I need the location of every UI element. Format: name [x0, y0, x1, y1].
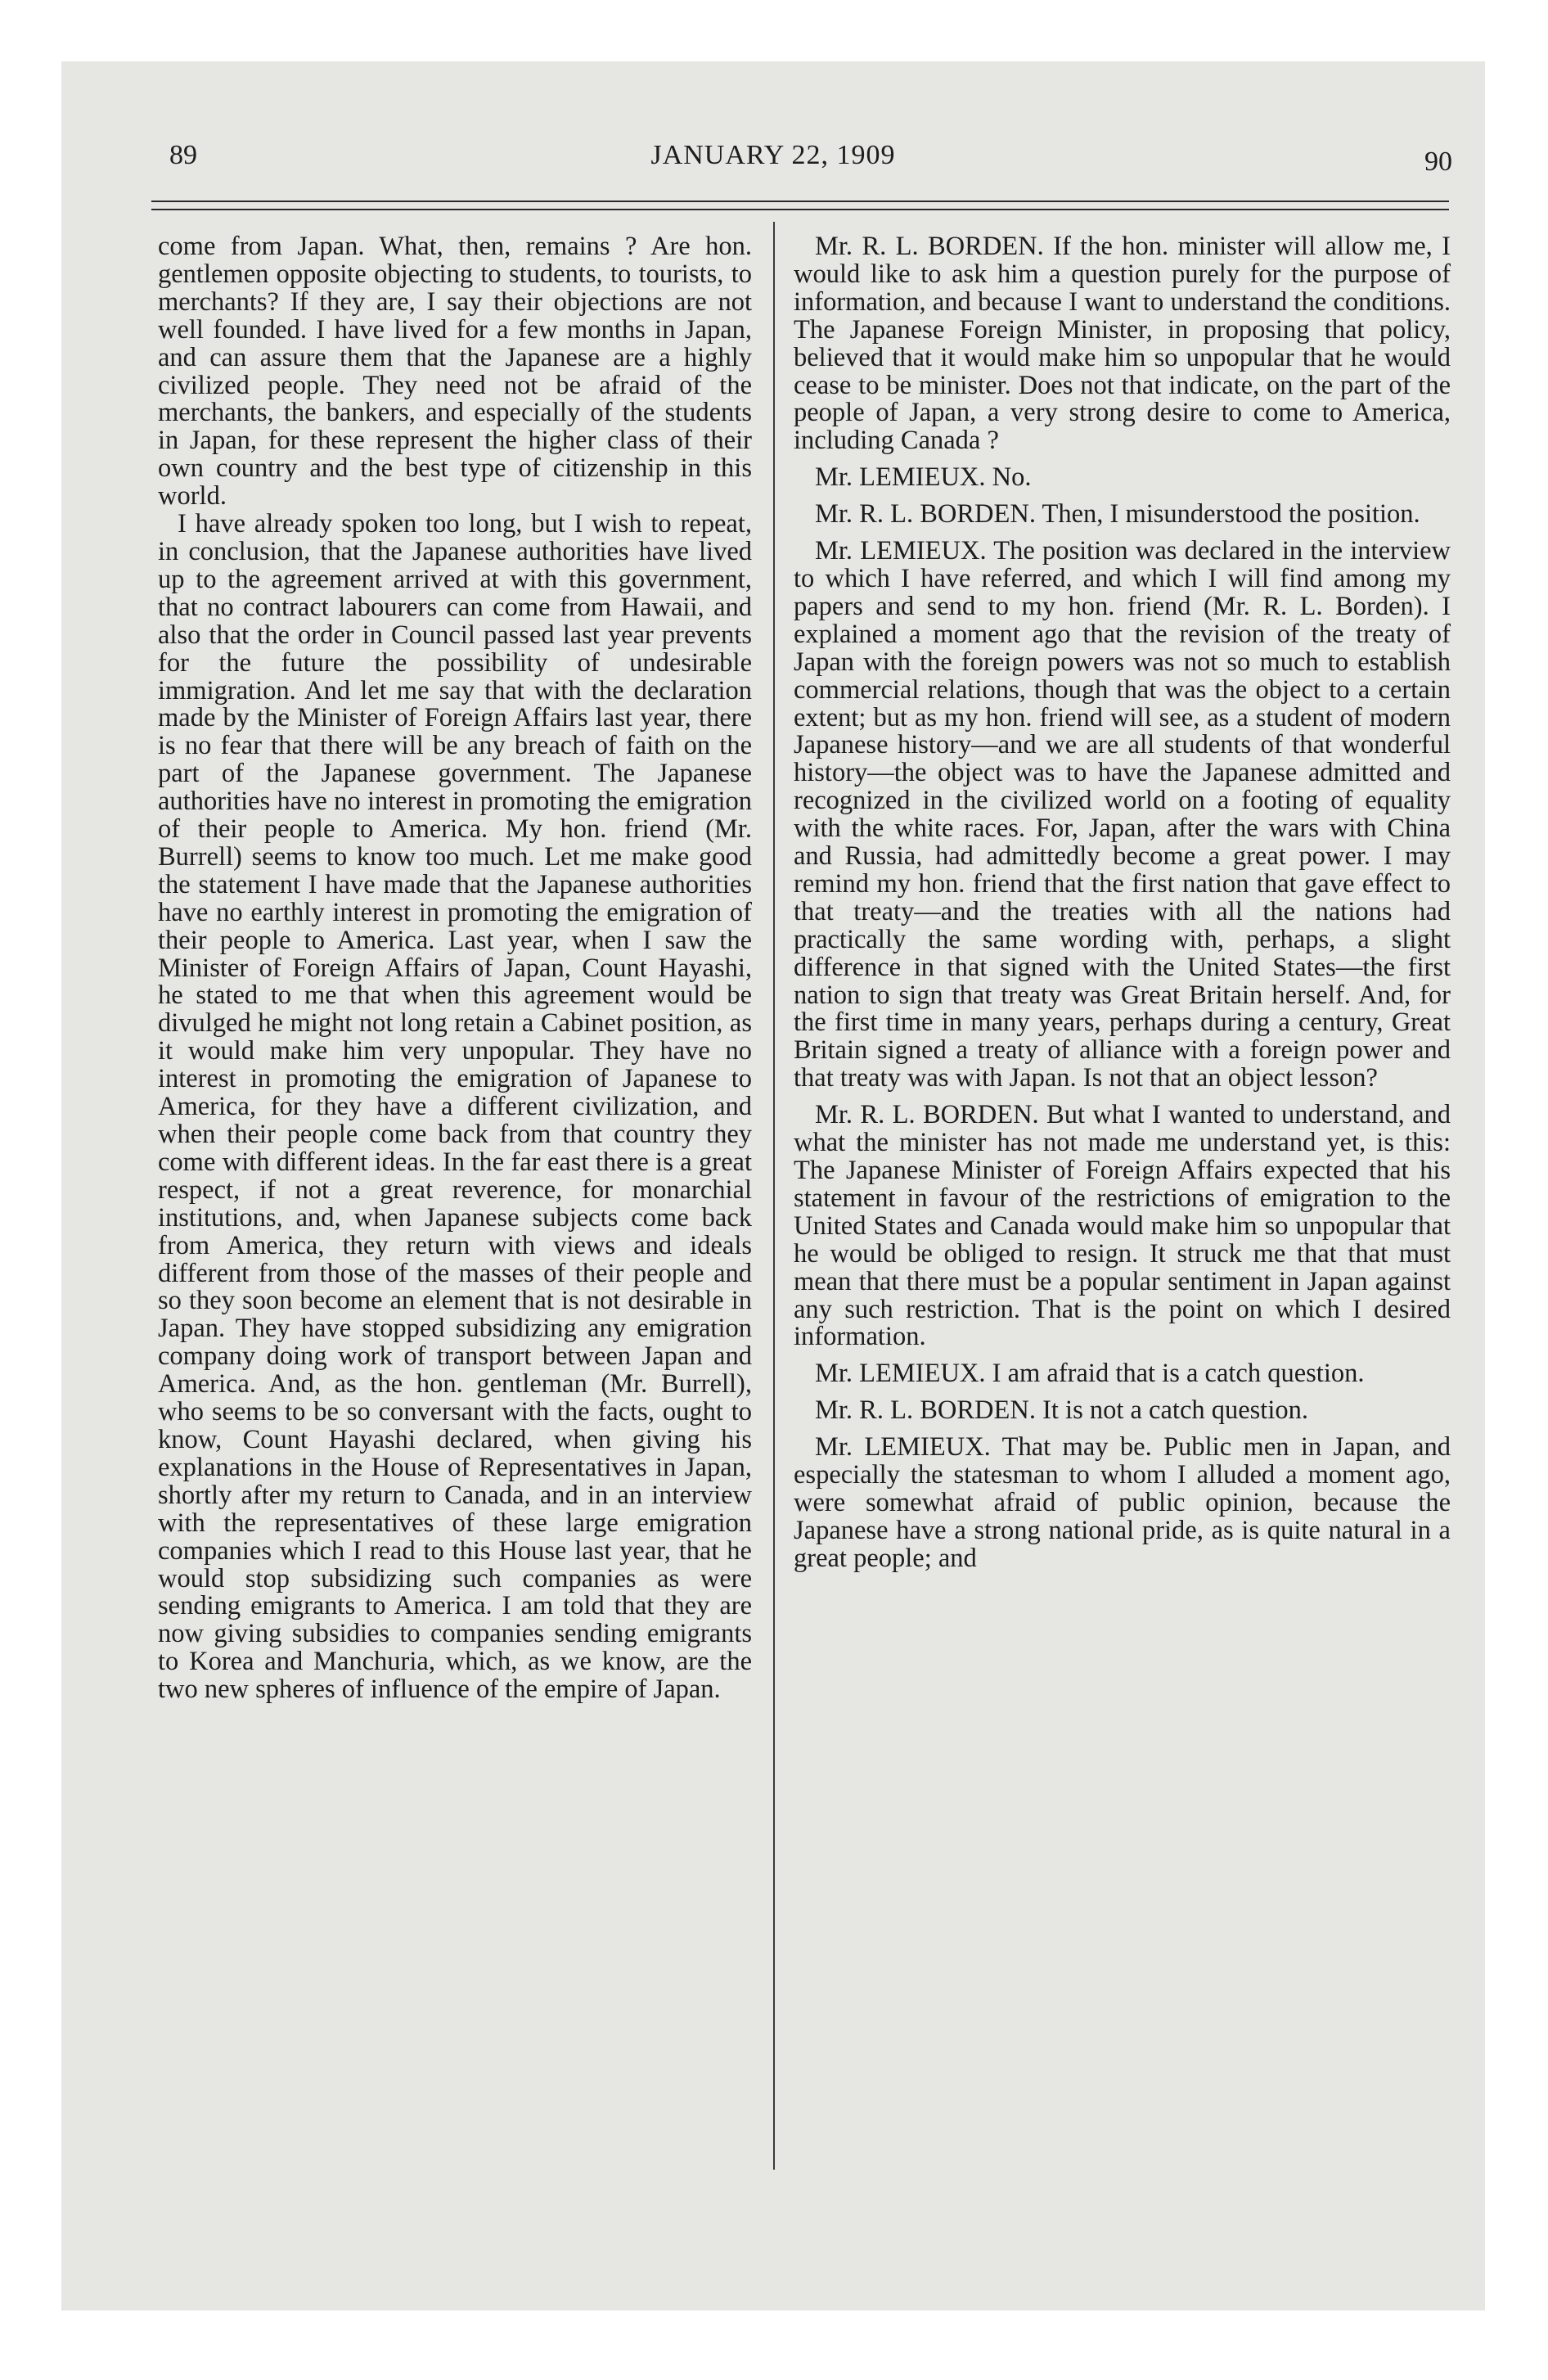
header-rule-bottom [151, 209, 1449, 210]
column-divider [773, 222, 775, 2170]
right-paragraph: Mr. R. L. BORDEN. It is not a catch question. [815, 1395, 1308, 1426]
right-paragraph: Mr. LEMIEUX. The position was declared in the interview to which I have referred, and which I will find among my papers and send to my hon. friend (Mr. R. L. Borden). I explained a moment ago that the revision of the treaty of Japan with the foreign powers was not so much to establish commercial relations, though that was the object to a certain extent; but as my hon. friend will see, as a student of modern Japanese history—and we are all students of that wonderful history—the object was to have the Japanese admitted and recognized in the civilized world on a footing of equality with the white races. For, Japan, after the wars with China and Russia, had admittedly become a great power. I may remind my hon. friend that the first nation that gave effect to that treaty—and the treaties with all the nations had practically the same wording with, perhaps, a slight difference in that signed with the United States—the first nation to sign that treaty was Great Britain herself. And, for the first time in many years, perhaps during a century, Great Britain signed a treaty of alliance with a foreign power and that treaty was with Japan. Is not that an object lesson? [794, 536, 1451, 1093]
right-paragraph: Mr. R. L. BORDEN. If the hon. minister will allow me, I would like to ask him a question purely for the purpose of information, and because I want to understand the conditions. The Japanese Foreign Minister, in proposing that policy, believed that it would make him so unpopular that he would cease to be minister. Does not that indicate, on the part of the people of Japan, a very strong desire to come to America, including Canada ? [794, 232, 1451, 456]
left-column [158, 233, 752, 1704]
header-rule-top [151, 201, 1449, 202]
running-header [61, 140, 1485, 189]
scanned-page [61, 61, 1485, 2310]
page-number-right: 90 [1424, 146, 1452, 177]
right-paragraph: Mr. R. L. BORDEN. Then, I misunderstood the position. [815, 499, 1420, 530]
header-date: JANUARY 22, 1909 [650, 140, 896, 170]
left-paragraph: come from Japan. What, then, remains ? Are hon. gentlemen opposite objecting to students, to tourists, to merchants? If they are, I say their objections are not well founded. I have lived for a few months in Japan, and can assure them that the Japanese are a highly civilized people. They need not be afraid of the merchants, the bankers, and especially of the students in Japan, for these represent the higher class of their own country and the best type of citizenship in this world. [158, 232, 752, 512]
right-paragraph: Mr. LEMIEUX. That may be. Public men in Japan, and especially the statesman to whom I alluded a moment ago, were somewhat afraid of public opinion, because the Japanese have a strong national pride, as is quite natural in a great people; and [794, 1432, 1451, 1573]
right-paragraph: Mr. R. L. BORDEN. But what I wanted to understand, and what the minister has not made me understand yet, is this: The Japanese Minister of Foreign Affairs expected that his statement in favour of the restrictions of emigration to the United States and Canada would make him so unpopular that he would be obliged to resign. It struck me that that must mean that there must be a popular sentiment in Japan against any such restriction. That is the point on which I desired information. [794, 1100, 1451, 1352]
left-paragraph: I have already spoken too long, but I wish to repeat, in conclusion, that the Japanese authorities have lived up to the agreement arrived at with this government, that no contract labourers can come from Hawaii, and also that the order in Council passed last year prevents for the future the possibility of undesirable immigration. And let me say that with the declaration made by the Minister of Foreign Affairs last year, there is no fear that there will be any breach of faith on the part of the Japanese government. The Japanese authorities have no interest in promoting the emigration of their people to America. My hon. friend (Mr. Burrell) seems to know too much. Let me make good the statement I have made that the Japanese authorities have no earthly interest in promoting the emigration of their people to America. Last year, when I saw the Minister of Foreign Affairs of Japan, Count Hayashi, he stated to me that when this agreement would be divulged he might not long retain a Cabinet position, as it would make him very unpopular. They have no interest in promoting the emigration of Japanese to America, for they have a different civilization, and when their people come back from that country they come with different ideas. In the far east there is a great respect, if not a great reverence, for monarchial institutions, and, when Japanese subjects come back from America, they return with views and ideals different from those of the masses of their people and so they soon become an element that is not desirable in Japan. They have stopped subsidizing any emigration company doing work of transport between Japan and America. And, as the hon. gentleman (Mr. Burrell), who seems to be so conversant with the facts, ought to know, Count Hayashi declared, when giving his explanations in the House of Representatives in Japan, shortly after my return to Canada, and in an interview with the representatives of these large emigration companies which I read to this House last year, that he would stop subsidizing such companies as were sending emigrants to America. I am told that they are now giving subsidies to companies sending emigrants to Korea and Manchuria, which, as we know, are the two new spheres of influence of the empire of Japan. [158, 509, 752, 1705]
right-column [794, 233, 1451, 1582]
right-paragraph: Mr. LEMIEUX. I am afraid that is a catch question. [815, 1359, 1365, 1389]
right-paragraph: Mr. LEMIEUX. No. [815, 462, 1032, 493]
page-number-left: 89 [169, 140, 197, 170]
